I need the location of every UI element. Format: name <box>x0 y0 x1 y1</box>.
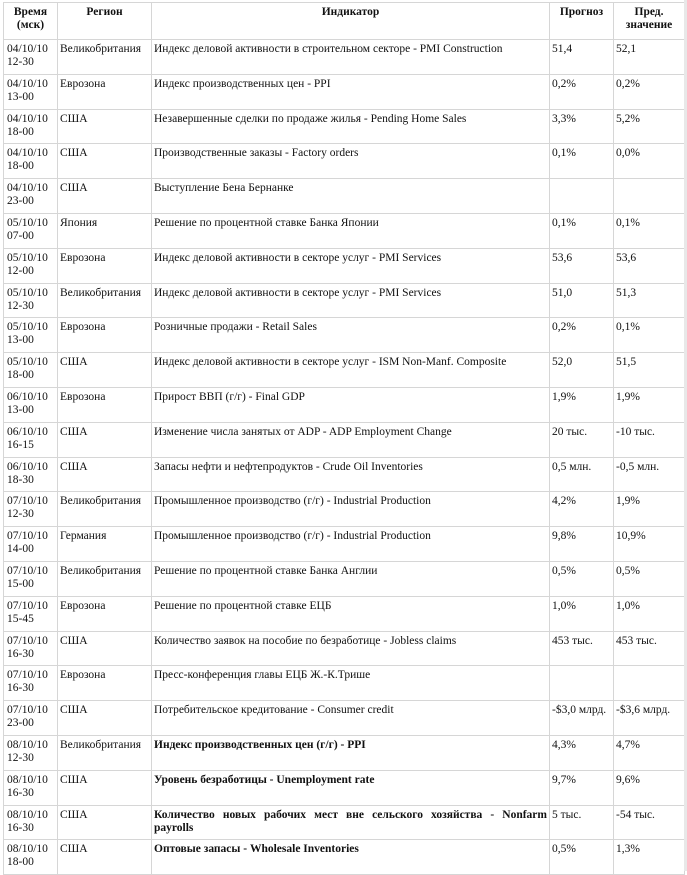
cell-time <box>4 527 58 562</box>
cell-region: США <box>58 701 152 736</box>
table-row <box>4 666 685 701</box>
cell-region: Япония <box>58 213 152 248</box>
cell-indicator: Промышленное производство (г/г) - Industrial Production <box>152 527 550 562</box>
table-row <box>4 74 685 109</box>
cell-region: Еврозона <box>58 596 152 631</box>
cell-region: Великобритания <box>58 561 152 596</box>
cell-hour: 16-30 <box>7 647 34 660</box>
cell-indicator: Промышленное производство (г/г) - Industrial Production <box>152 492 550 527</box>
cell-time <box>4 387 58 422</box>
cell-forecast: 5 тыс. <box>550 805 614 840</box>
table-row <box>4 631 685 666</box>
cell-hour: 18-30 <box>7 473 34 486</box>
cell-hour: 13-00 <box>7 403 34 416</box>
cell-indicator: Запасы нефти и нефтепродуктов - Crude Oil Inventories <box>152 457 550 492</box>
cell-forecast <box>550 179 614 214</box>
cell-date: 07/10/10 <box>7 564 48 577</box>
cell-forecast: 0,2% <box>550 318 614 353</box>
cell-previous <box>614 666 685 701</box>
cell-forecast: 51,4 <box>550 40 614 75</box>
cell-region: Еврозона <box>58 387 152 422</box>
cell-time <box>4 770 58 805</box>
cell-region: Великобритания <box>58 40 152 75</box>
table-row <box>4 735 685 770</box>
cell-previous <box>614 179 685 214</box>
cell-hour: 18-00 <box>7 160 34 173</box>
cell-time <box>4 735 58 770</box>
cell-indicator: Индекс деловой активности в секторе услуг - PMI Services <box>152 248 550 283</box>
cell-hour: 13-00 <box>7 334 34 347</box>
cell-forecast: 3,3% <box>550 109 614 144</box>
cell-hour: 16-30 <box>7 821 34 834</box>
economic-calendar-table <box>3 2 685 875</box>
cell-hour: 18-00 <box>7 856 34 869</box>
cell-indicator: Решение по процентной ставке ЕЦБ <box>152 596 550 631</box>
cell-date: 07/10/10 <box>7 599 48 612</box>
cell-time <box>4 353 58 388</box>
cell-forecast: 20 тыс. <box>550 422 614 457</box>
cell-previous: 1,3% <box>614 840 685 875</box>
cell-forecast <box>550 666 614 701</box>
cell-indicator: Индекс производственных цен (г/г) - PPI <box>152 735 550 770</box>
cell-time <box>4 840 58 875</box>
cell-previous: 4,7% <box>614 735 685 770</box>
cell-time <box>4 74 58 109</box>
cell-hour: 07-00 <box>7 229 34 242</box>
cell-previous: 0,2% <box>614 74 685 109</box>
cell-indicator: Индекс производственных цен - PPI <box>152 74 550 109</box>
cell-time <box>4 422 58 457</box>
table-row <box>4 144 685 179</box>
cell-previous: -10 тыс. <box>614 422 685 457</box>
cell-hour: 12-30 <box>7 751 34 764</box>
cell-hour: 23-00 <box>7 195 34 208</box>
table-row <box>4 283 685 318</box>
cell-date: 05/10/10 <box>7 286 48 299</box>
cell-date: 07/10/10 <box>7 704 48 717</box>
cell-previous: -0,5 млн. <box>614 457 685 492</box>
table-row <box>4 770 685 805</box>
cell-indicator: Выступление Бена Бернанке <box>152 179 550 214</box>
cell-region: США <box>58 422 152 457</box>
cell-indicator: Индекс деловой активности в строительном секторе - PMI Construction <box>152 40 550 75</box>
table-row <box>4 422 685 457</box>
cell-forecast: 0,2% <box>550 74 614 109</box>
cell-date: 06/10/10 <box>7 425 48 438</box>
header-region: Регион <box>58 3 152 40</box>
cell-forecast: 0,5 млн. <box>550 457 614 492</box>
cell-region: Еврозона <box>58 318 152 353</box>
cell-forecast: 0,5% <box>550 561 614 596</box>
cell-date: 07/10/10 <box>7 669 48 682</box>
cell-time <box>4 805 58 840</box>
cell-indicator: Незавершенные сделки по продаже жилья - Pending Home Sales <box>152 109 550 144</box>
cell-hour: 15-45 <box>7 612 34 625</box>
cell-previous: -$3,6 млрд. <box>614 701 685 736</box>
cell-time <box>4 561 58 596</box>
cell-indicator: Потребительское кредитование - Consumer credit <box>152 701 550 736</box>
cell-forecast: 9,7% <box>550 770 614 805</box>
cell-date: 05/10/10 <box>7 216 48 229</box>
cell-previous: 1,9% <box>614 387 685 422</box>
cell-time <box>4 492 58 527</box>
cell-forecast: 0,1% <box>550 144 614 179</box>
cell-forecast: 53,6 <box>550 248 614 283</box>
cell-forecast: 1,9% <box>550 387 614 422</box>
cell-previous: 53,6 <box>614 248 685 283</box>
cell-time <box>4 283 58 318</box>
table-row <box>4 840 685 875</box>
table-row <box>4 353 685 388</box>
table-row <box>4 492 685 527</box>
cell-date: 07/10/10 <box>7 495 48 508</box>
cell-indicator: Розничные продажи - Retail Sales <box>152 318 550 353</box>
cell-region: Еврозона <box>58 248 152 283</box>
cell-indicator: Решение по процентной ставке Банка Японии <box>152 213 550 248</box>
cell-date: 05/10/10 <box>7 321 48 334</box>
cell-time <box>4 109 58 144</box>
cell-region: Великобритания <box>58 735 152 770</box>
cell-region: Германия <box>58 527 152 562</box>
cell-hour: 13-00 <box>7 90 34 103</box>
cell-indicator: Количество заявок на пособие по безработице - Jobless claims <box>152 631 550 666</box>
cell-time <box>4 248 58 283</box>
cell-forecast: 9,8% <box>550 527 614 562</box>
cell-date: 08/10/10 <box>7 773 48 786</box>
cell-region: США <box>58 109 152 144</box>
cell-forecast: 0,5% <box>550 840 614 875</box>
cell-indicator: Прирост ВВП (г/г) - Final GDP <box>152 387 550 422</box>
cell-indicator: Решение по процентной ставке Банка Англии <box>152 561 550 596</box>
cell-date: 04/10/10 <box>7 182 48 195</box>
cell-date: 04/10/10 <box>7 43 48 55</box>
cell-forecast: 0,1% <box>550 213 614 248</box>
cell-region: Великобритания <box>58 492 152 527</box>
cell-region: США <box>58 770 152 805</box>
cell-region: США <box>58 805 152 840</box>
cell-time <box>4 631 58 666</box>
cell-previous: -54 тыс. <box>614 805 685 840</box>
cell-previous: 0,1% <box>614 318 685 353</box>
cell-time <box>4 701 58 736</box>
cell-indicator: Количество новых рабочих мест вне сельского хозяйства - Nonfarm payrolls <box>152 805 550 840</box>
cell-region: США <box>58 144 152 179</box>
cell-region: США <box>58 457 152 492</box>
cell-previous: 9,6% <box>614 770 685 805</box>
cell-previous: 0,5% <box>614 561 685 596</box>
cell-region: Великобритания <box>58 283 152 318</box>
cell-time <box>4 457 58 492</box>
cell-previous: 1,9% <box>614 492 685 527</box>
cell-region: США <box>58 631 152 666</box>
cell-previous: 1,0% <box>614 596 685 631</box>
table-row <box>4 561 685 596</box>
table-row <box>4 213 685 248</box>
cell-forecast: 1,0% <box>550 596 614 631</box>
cell-date: 06/10/10 <box>7 460 48 473</box>
cell-hour: 18-00 <box>7 125 34 138</box>
cell-indicator: Индекс деловой активности в секторе услуг - ISM Non-Manf. Composite <box>152 353 550 388</box>
cell-forecast: -$3,0 млрд. <box>550 701 614 736</box>
cell-previous: 0,1% <box>614 213 685 248</box>
cell-time <box>4 144 58 179</box>
cell-hour: 16-30 <box>7 682 34 695</box>
cell-date: 04/10/10 <box>7 112 48 125</box>
table-body <box>4 40 685 875</box>
cell-forecast: 52,0 <box>550 353 614 388</box>
cell-date: 08/10/10 <box>7 808 48 821</box>
table-row <box>4 701 685 736</box>
cell-hour: 12-30 <box>7 508 34 521</box>
cell-date: 07/10/10 <box>7 634 48 647</box>
cell-date: 05/10/10 <box>7 251 48 264</box>
cell-previous: 453 тыс. <box>614 631 685 666</box>
cell-hour: 15-00 <box>7 577 34 590</box>
cell-previous: 51,5 <box>614 353 685 388</box>
table-row <box>4 109 685 144</box>
header-indicator: Индикатор <box>152 3 550 40</box>
table-row <box>4 248 685 283</box>
cell-hour: 14-00 <box>7 543 34 556</box>
table-row <box>4 387 685 422</box>
cell-previous: 51,3 <box>614 283 685 318</box>
cell-time <box>4 666 58 701</box>
table-row <box>4 179 685 214</box>
cell-region: Еврозона <box>58 74 152 109</box>
cell-date: 05/10/10 <box>7 356 48 369</box>
table-header-row <box>4 3 685 40</box>
cell-forecast: 453 тыс. <box>550 631 614 666</box>
table-row <box>4 318 685 353</box>
cell-region: США <box>58 353 152 388</box>
table-row <box>4 40 685 75</box>
cell-indicator: Пресс-конференция главы ЕЦБ Ж.-К.Трише <box>152 666 550 701</box>
cell-time <box>4 40 58 75</box>
cell-date: 04/10/10 <box>7 147 48 160</box>
cell-hour: 12-00 <box>7 264 34 277</box>
cell-indicator: Изменение числа занятых от ADP - ADP Employment Change <box>152 422 550 457</box>
cell-time <box>4 179 58 214</box>
table-row <box>4 527 685 562</box>
cell-time <box>4 596 58 631</box>
cell-indicator: Производственные заказы - Factory orders <box>152 144 550 179</box>
table-row <box>4 596 685 631</box>
cell-hour: 16-30 <box>7 786 34 799</box>
table-row <box>4 457 685 492</box>
cell-hour: 16-15 <box>7 438 34 451</box>
cell-forecast: 51,0 <box>550 283 614 318</box>
table-row <box>4 805 685 840</box>
cell-region: Еврозона <box>58 666 152 701</box>
cell-region: США <box>58 840 152 875</box>
header-forecast: Прогноз <box>550 3 614 40</box>
cell-indicator: Оптовые запасы - Wholesale Inventories <box>152 840 550 875</box>
cell-time <box>4 213 58 248</box>
cell-hour: 12-30 <box>7 56 34 68</box>
cell-previous: 5,2% <box>614 109 685 144</box>
cell-previous: 0,0% <box>614 144 685 179</box>
cell-forecast: 4,2% <box>550 492 614 527</box>
cell-time <box>4 318 58 353</box>
cell-date: 08/10/10 <box>7 738 48 751</box>
header-time: Время (мск) <box>4 3 58 40</box>
cell-indicator: Уровень безработицы - Unemployment rate <box>152 770 550 805</box>
cell-hour: 12-30 <box>7 299 34 312</box>
cell-hour: 18-00 <box>7 369 34 382</box>
cell-region: США <box>58 179 152 214</box>
header-previous: Пред. значение <box>614 3 685 40</box>
cell-date: 08/10/10 <box>7 843 48 856</box>
cell-date: 06/10/10 <box>7 390 48 403</box>
cell-indicator: Индекс деловой активности в секторе услуг - PMI Services <box>152 283 550 318</box>
cell-previous: 10,9% <box>614 527 685 562</box>
cell-previous: 52,1 <box>614 40 685 75</box>
cell-hour: 23-00 <box>7 717 34 730</box>
cell-date: 04/10/10 <box>7 77 48 90</box>
cell-date: 07/10/10 <box>7 530 48 543</box>
cell-forecast: 4,3% <box>550 735 614 770</box>
